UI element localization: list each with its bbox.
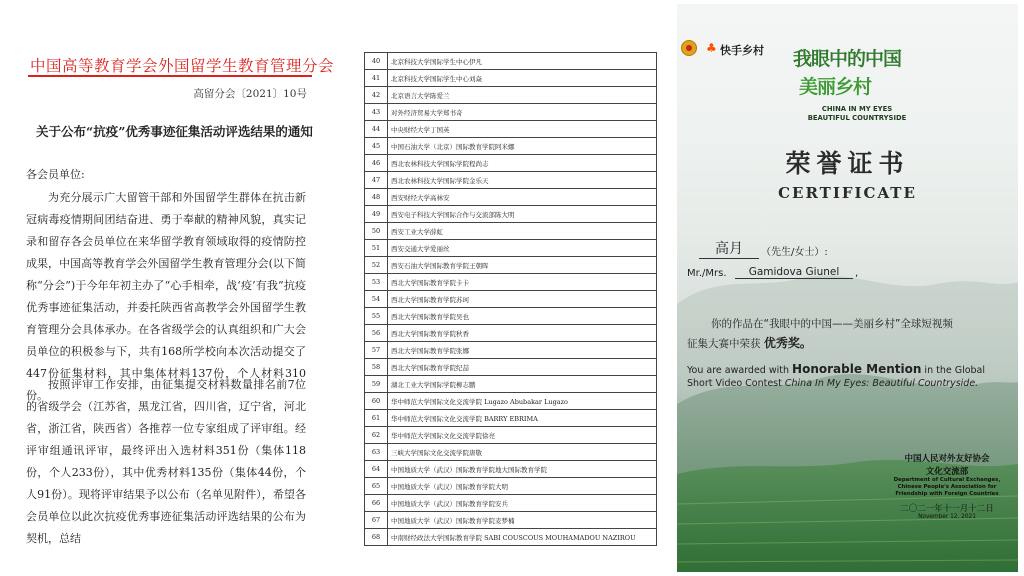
document-number: 高留分会〔2021〕10号 [193, 88, 307, 100]
campaign-logo-en-1: CHINA IN MY EYES [821, 105, 893, 113]
award-text-en-1 [687, 362, 985, 376]
table-row [365, 393, 657, 410]
row-awardee: 对外经济贸易大学郑书奇 [388, 104, 657, 121]
table-row [365, 342, 657, 359]
campaign-logo-line-2: 美丽乡村 [799, 76, 872, 98]
campaign-logo [791, 38, 921, 108]
row-number: 66 [365, 495, 388, 512]
table-row [365, 53, 657, 70]
row-number: 47 [365, 172, 388, 189]
table-row [365, 223, 657, 240]
table-row [365, 529, 657, 546]
certificate-title-en: CERTIFICATE [778, 184, 917, 202]
recipient-name-cn: 高月 [699, 238, 759, 259]
row-number: 58 [365, 359, 388, 376]
row-awardee: 西北大学国际教育学院张娜 [388, 342, 657, 359]
row-number: 62 [365, 427, 388, 444]
red-divider [28, 75, 312, 77]
table-row [365, 359, 657, 376]
table-row [365, 444, 657, 461]
row-awardee: 西北大学国际教育学院吴也 [388, 308, 657, 325]
row-number: 49 [365, 206, 388, 223]
campaign-logo-en-2: BEAUTIFUL COUNTRYSIDE [807, 114, 907, 122]
award-text-cn-2 [687, 334, 812, 351]
row-number: 64 [365, 461, 388, 478]
row-number: 65 [365, 478, 388, 495]
table-row [365, 240, 657, 257]
row-awardee: 湖北工业大学国际学院柳志鹏 [388, 376, 657, 393]
table-row [365, 70, 657, 87]
row-awardee: 中国地质大学（武汉）国际教育学院大明 [388, 478, 657, 495]
row-awardee: 中国地质大学（武汉）国际教育学院地大国际教育学院 [388, 461, 657, 478]
row-awardee: 北京科技大学国际学生中心刘焱 [388, 70, 657, 87]
row-number: 52 [365, 257, 388, 274]
row-awardee: 西安电子科技大学国际合作与交流部陈大明 [388, 206, 657, 223]
honorific-cn: （先生/女士）: [761, 247, 828, 258]
issue-date-en: November 12, 2021 [918, 514, 976, 520]
row-awardee: 西北农林科技大学国际学院金乐天 [388, 172, 657, 189]
row-awardee: 北京语言大学陈爱兰 [388, 87, 657, 104]
row-awardee: 中南财经政法大学国际教育学院 SABI COUSCOUS MOUHAMADOU NAZIROU [388, 529, 657, 546]
body-paragraph-1: 为充分展示广大留管干部和外国留学生群体在抗击新冠病毒疫情期间团结奋进、勇于奉献的精神风貌，真实记录和留存各会员单位在来华留学教育领域取得的疫情防控成果，中国高等教育学会外国留学生教育管理分会(以下简称“分会”)于今年年初主办了“心手相牵，战‘疫’有我”抗疫优秀事迹征集活动，并委托陕西省高教学会外国留学生教育管理分会具体承办。在各省级学会的认真组织和广大会员单位的积极参与下，共有168所学校向本次活动提交了447份征集材料，其中集体材料137份，个人材料310份。 [26, 191, 306, 402]
award-text-en-1-post: in the Global [921, 365, 986, 376]
table-row [365, 138, 657, 155]
row-number: 57 [365, 342, 388, 359]
award-text-en-2-pre: Short Video Contest [687, 378, 785, 389]
notice-document [0, 0, 345, 576]
row-awardee: 华中师范大学国际文化交流学院徐亮 [388, 427, 657, 444]
row-number: 42 [365, 87, 388, 104]
salutation: 各会员单位: [26, 168, 85, 181]
campaign-logo-line-1: 我眼中的中国 [793, 48, 902, 70]
row-number: 50 [365, 223, 388, 240]
row-awardee: 中央财经大学丁国英 [388, 121, 657, 138]
issuer-en-3: Friendship with Foreign Countries [895, 491, 999, 497]
table-row [365, 461, 657, 478]
table-row [365, 308, 657, 325]
row-awardee: 中国石油大学（北京）国际教育学院阿米娜 [388, 138, 657, 155]
table-row [365, 495, 657, 512]
row-number: 61 [365, 410, 388, 427]
table-row [365, 87, 657, 104]
recipient-name-en: Gamidova Giunel [735, 266, 853, 279]
row-number: 53 [365, 274, 388, 291]
award-prize-cn: 优秀奖。 [763, 336, 812, 350]
table-row [365, 172, 657, 189]
issuer-cn-2: 文化交流部 [925, 467, 969, 477]
award-list-body [365, 53, 657, 546]
row-awardee: 华中师范大学国际文化交流学院 Lugazo Abubakar Lugazo [388, 393, 657, 410]
body-paragraph-2: 按照评审工作安排，由征集提交材料数量排名前7位的省级学会（江苏省，黑龙江省，四川省，辽宁省，河北省，浙江省，陕西省）各推荐一位专家组成了评审组。经评审组通讯评审，最终评出入选材料351份（集体118份，个人233份），其中优秀材料135份（集体44份，个人91份）。现将评审结果予以公布（名单见附件），希望各会员单位以此次抗疫优秀事迹征集活动评选结果的公布为契机，总结 [26, 378, 306, 545]
row-awardee: 西北农林科技大学国际学院程尚志 [388, 155, 657, 172]
row-awardee: 西北大学国际教育学院卡卡 [388, 274, 657, 291]
table-row [365, 155, 657, 172]
table-row [365, 121, 657, 138]
row-awardee: 西安石油大学国际教育学院王朝晖 [388, 257, 657, 274]
table-row [365, 257, 657, 274]
document-title: 关于公布“抗疫”优秀事迹征集活动评选结果的通知 [36, 124, 313, 139]
row-number: 60 [365, 393, 388, 410]
organization-title: 中国高等教育学会外国留学生教育管理分会 [30, 57, 335, 75]
honorific-en: Mr./Mrs. [687, 268, 727, 279]
row-number: 41 [365, 70, 388, 87]
row-awardee: 西安财经大学高林安 [388, 189, 657, 206]
table-row [365, 410, 657, 427]
row-awardee: 西安工业大学薛虹 [388, 223, 657, 240]
row-number: 46 [365, 155, 388, 172]
issuer-block [877, 452, 1017, 520]
contest-name-en: China In My Eyes: Beautiful Countryside. [784, 378, 979, 389]
row-awardee: 西北大学国际教育学院秋香 [388, 325, 657, 342]
award-list-panel [345, 0, 677, 576]
row-awardee: 华中师范大学国际文化交流学院 BARRY EBRIMA [388, 410, 657, 427]
row-number: 45 [365, 138, 388, 155]
award-text-en-1-pre: You are awarded with [687, 365, 793, 376]
row-awardee: 北京科技大学国际学生中心伊凡 [388, 53, 657, 70]
award-prize-en: Honorable Mention [792, 362, 922, 376]
row-number: 43 [365, 104, 388, 121]
table-row [365, 206, 657, 223]
issuer-cn-1: 中国人民对外友好协会 [904, 454, 990, 464]
row-number: 63 [365, 444, 388, 461]
award-text-en-2 [687, 378, 978, 389]
issuer-en-2: Chinese People's Association for [897, 484, 997, 490]
row-awardee: 西安交通大学爱丽丝 [388, 240, 657, 257]
table-row [365, 325, 657, 342]
row-number: 56 [365, 325, 388, 342]
row-number: 44 [365, 121, 388, 138]
row-number: 67 [365, 512, 388, 529]
table-row [365, 427, 657, 444]
table-row [365, 189, 657, 206]
cpaffc-emblem-icon [681, 40, 697, 56]
row-number: 48 [365, 189, 388, 206]
award-text-cn-2-pre: 征集大赛中荣获 [687, 338, 764, 350]
award-list-table [364, 52, 657, 546]
sponsor-name: 快手乡村 [720, 44, 764, 57]
row-awardee: 西北大学国际教育学院纪喆 [388, 359, 657, 376]
certificate-title-cn: 荣誉证书 [785, 149, 910, 178]
row-awardee: 西北大学国际教育学院苏珂 [388, 291, 657, 308]
issue-date-cn: 二〇二一年十一月十二日 [900, 504, 994, 514]
row-awardee: 中国地质大学（武汉）国际教育学院麦梦楠 [388, 512, 657, 529]
table-row [365, 291, 657, 308]
row-awardee: 中国地质大学（武汉）国际教育学院安兵 [388, 495, 657, 512]
certificate [677, 4, 1018, 572]
row-number: 40 [365, 53, 388, 70]
row-number: 68 [365, 529, 388, 546]
kuaishou-logo-icon: ♣ [706, 41, 717, 55]
row-number: 59 [365, 376, 388, 393]
table-row [365, 104, 657, 121]
issuer-en-1: Department of Cultural Exchanges, [893, 477, 1001, 483]
name-comma: , [855, 268, 859, 279]
table-row [365, 376, 657, 393]
table-row [365, 274, 657, 291]
row-number: 55 [365, 308, 388, 325]
award-text-cn-1: 你的作品在“我眼中的中国——美丽乡村”全球短视频 [711, 318, 953, 330]
row-number: 51 [365, 240, 388, 257]
table-row [365, 512, 657, 529]
row-awardee: 三峡大学国际文化交流学院唐敬 [388, 444, 657, 461]
table-row [365, 478, 657, 495]
row-number: 54 [365, 291, 388, 308]
